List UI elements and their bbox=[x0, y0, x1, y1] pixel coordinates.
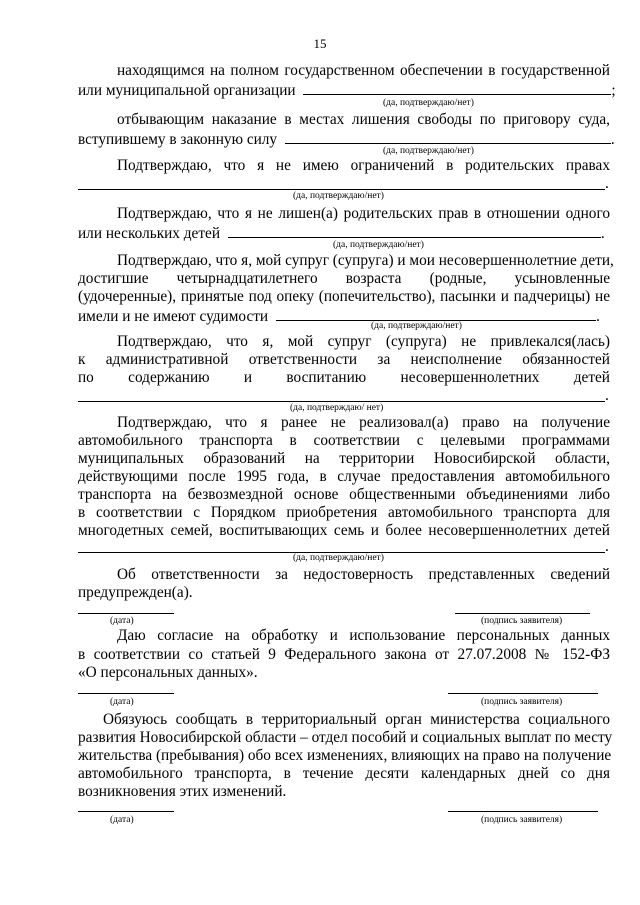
signature-label-3: (подпись заявителя) bbox=[481, 815, 563, 825]
parental-restrictions-answer-field[interactable] bbox=[78, 189, 605, 190]
vehicle-program-hint: (да, подтверждаю/нет) bbox=[293, 553, 384, 563]
imprisonment-label: вступившему в законную силу bbox=[78, 131, 278, 148]
signature-label-2: (подпись заявителя) bbox=[481, 697, 563, 707]
date-label-3: (дата) bbox=[110, 815, 134, 825]
vehicle-program-text-4: действующими после 1995 года, в случае предоставления автомобильного bbox=[78, 468, 610, 485]
vehicle-program-text-2: автомобильного транспорта в соответствии с целевыми программами bbox=[78, 432, 610, 449]
parental-rights-line2: или нескольких детей . bbox=[78, 225, 605, 242]
consent-text-2: в соответствии со статьей 9 Федерального закона от 27.07.2008 № 152-ФЗ bbox=[78, 646, 610, 663]
admin-liability-text-3: по содержанию и воспитанию несовершеннолетних детей bbox=[78, 369, 610, 386]
vehicle-program-text-5: транспорта на безвозмездной основе общественными объединениями либо bbox=[78, 486, 610, 503]
signature-field-2[interactable] bbox=[448, 693, 598, 694]
obligation-text-2: развития Новосибирской области – отдел пособий и социальных выплат по месту bbox=[78, 729, 613, 746]
signature-field-3[interactable] bbox=[448, 811, 598, 812]
parental-rights-label: или нескольких детей bbox=[78, 225, 221, 242]
criminal-record-answer-field[interactable] bbox=[276, 306, 596, 321]
state-support-text: находящимся на полном государственном обеспечении в государственной bbox=[117, 62, 610, 79]
imprisonment-answer-field[interactable] bbox=[285, 129, 611, 144]
page-number: 15 bbox=[313, 36, 327, 51]
liability-warning-text-1: Об ответственности за недостоверность представленных сведений bbox=[117, 566, 610, 583]
vehicle-program-text-7: многодетных семей, воспитывающих семь и более несовершеннолетних детей bbox=[78, 522, 610, 539]
liability-warning-text-2: предупрежден(а). bbox=[78, 584, 193, 601]
obligation-text-3: жительства (пребывания) обо всех изменениях, влияющих на право на получение bbox=[78, 747, 612, 764]
consent-text-1: Даю согласие на обработку и использование персональных данных bbox=[117, 627, 610, 644]
parental-rights-answer-field[interactable] bbox=[228, 223, 601, 238]
consent-text-3: «О персональных данных». bbox=[78, 664, 258, 681]
obligation-text-4: автомобильного транспорта, в течение десяти календарных дней со дня bbox=[78, 765, 610, 782]
date-label-1: (дата) bbox=[110, 616, 134, 626]
parental-restrictions-end: . bbox=[605, 175, 609, 192]
signature-field-1[interactable] bbox=[455, 613, 590, 614]
parental-restrictions-hint: (да, подтверждаю/нет) bbox=[293, 191, 384, 201]
state-support-label: или муниципальной организации bbox=[78, 82, 296, 99]
admin-liability-text-2: к административной ответственности за неисполнение обязанностей bbox=[78, 351, 610, 368]
admin-liability-text-1: Подтверждаю, что я, мой супруг (супруга) не привлекался(лась) bbox=[117, 333, 610, 350]
imprisonment-text: отбывающим наказание в местах лишения свободы по приговору суда, bbox=[117, 111, 610, 128]
obligation-text-5: возникновения этих изменений. bbox=[78, 783, 287, 800]
imprisonment-hint: (да, подтверждаю/нет) bbox=[383, 146, 474, 156]
parental-rights-text: Подтверждаю, что я не лишен(а) родительских прав в отношении одного bbox=[117, 205, 610, 222]
date-field-1[interactable] bbox=[78, 613, 174, 614]
vehicle-program-text-3: муниципальных образований на территории Новосибирской области, bbox=[78, 450, 610, 467]
admin-liability-answer-field[interactable] bbox=[78, 401, 605, 402]
date-field-2[interactable] bbox=[78, 693, 174, 694]
parental-restrictions-text: Подтверждаю, что я не имею ограничений в родительских правах bbox=[117, 157, 610, 174]
state-support-answer-field[interactable] bbox=[303, 80, 611, 95]
vehicle-program-text-6: в соответствии с Порядком приобретения автомобильного транспорта для bbox=[78, 504, 610, 521]
criminal-record-hint: (да, подтверждаю/нет) bbox=[371, 321, 462, 331]
state-support-hint: (да, подтверждаю/нет) bbox=[383, 98, 474, 108]
criminal-record-text-1: Подтверждаю, что я, мой супруг (супруга) и мои несовершеннолетние дети, bbox=[117, 252, 614, 269]
date-label-2: (дата) bbox=[110, 697, 134, 707]
admin-liability-end: . bbox=[605, 387, 609, 404]
obligation-text-1: Обязуюсь сообщать в территориальный орган министерства социального bbox=[103, 711, 610, 728]
signature-label-1: (подпись заявителя) bbox=[481, 616, 563, 626]
state-support-line2: или муниципальной организации ; bbox=[78, 82, 616, 99]
criminal-record-line4: имели и не имеют судимости . bbox=[78, 308, 600, 325]
criminal-record-text-3: (удочеренные), принятые под опеку (попечительство), пасынки и падчерицы) не bbox=[78, 288, 610, 305]
vehicle-program-end: . bbox=[605, 538, 609, 555]
vehicle-program-text-1: Подтверждаю, что я ранее не реализовал(а) право на получение bbox=[117, 414, 610, 431]
parental-rights-hint: (да, подтверждаю/нет) bbox=[333, 240, 424, 250]
date-field-3[interactable] bbox=[78, 811, 174, 812]
imprisonment-line2: вступившему в законную силу . bbox=[78, 131, 615, 148]
criminal-record-text-2: достигшие четырнадцатилетнего возраста (родные, усыновленные bbox=[78, 270, 610, 287]
admin-liability-hint: (да, подтверждаю/ нет) bbox=[290, 403, 384, 413]
criminal-record-label: имели и не имеют судимости bbox=[78, 308, 269, 325]
